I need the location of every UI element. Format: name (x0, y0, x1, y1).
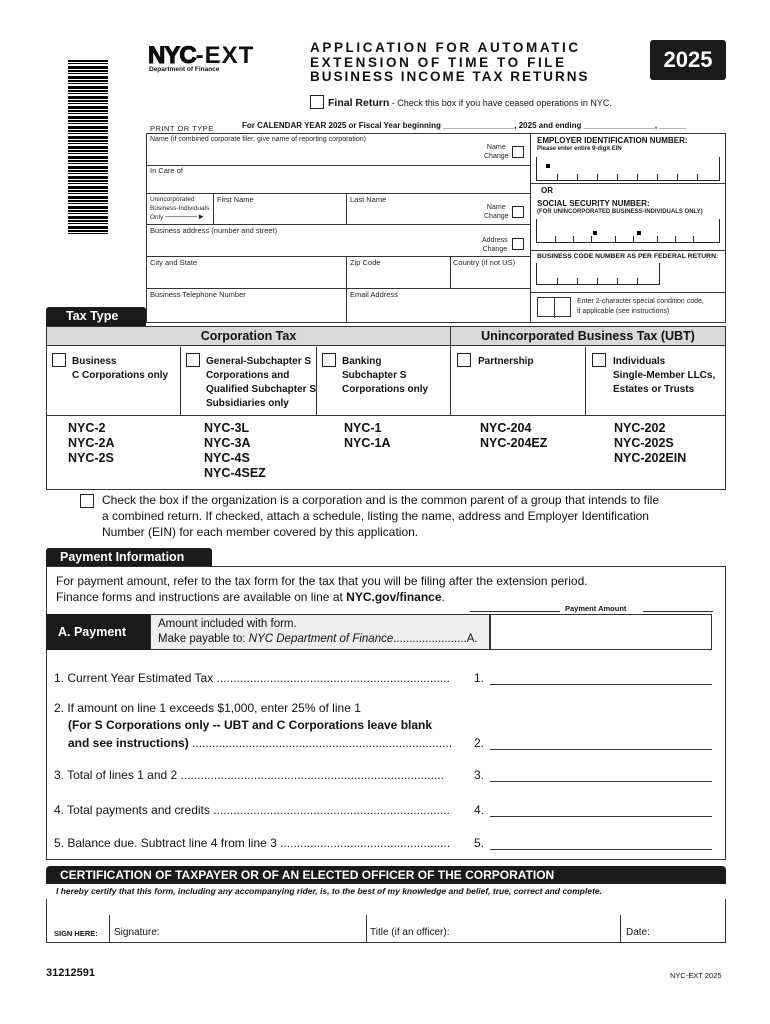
line-3-text: 3. Total of lines 1 and 2 ............................................................................... (54, 768, 444, 782)
line-2-amount[interactable] (490, 749, 712, 750)
form-title-3: BUSINESS INCOME TAX RETURNS (310, 69, 590, 84)
special-code-label: Enter 2-character special condition code, if applicable (see instructions) (577, 298, 704, 315)
final-return-label: Final Return - Check this box if you have ceased operations in NYC. (328, 97, 612, 109)
partnership-checkbox[interactable] (457, 353, 471, 367)
payment-info-tab: Payment Information (46, 548, 212, 566)
country-field[interactable]: Country (if not US) (453, 258, 516, 267)
line-4-num: 4. (474, 803, 485, 817)
combined-return-checkbox[interactable] (80, 494, 94, 508)
combined-return-text: Check the box if the organization is a corporation and is the common parent of a group that intends to file a combined return. If checked, attach a schedule, listing the name, address and Employer Identification Number (EIN) for each member covered by this application. (102, 493, 659, 539)
name-field-label[interactable]: Name (if combined corporate filer, give name of reporting corporation) (150, 136, 366, 143)
col-4-forms: NYC-204 NYC-204EZ (480, 421, 548, 450)
payment-a-text: Amount included with form. Make payable to: NYC Department of Finance.......................A. (158, 618, 478, 645)
certification-header: CERTIFICATION OF TAXPAYER OR OF AN ELECTED OFFICER OF THE CORPORATION (46, 866, 726, 884)
zip-code-field[interactable]: Zip Code (350, 258, 381, 267)
first-name-field[interactable]: First Name (217, 195, 254, 204)
name-change-checkbox[interactable] (512, 146, 524, 158)
name-change-label-2: Name Change (484, 204, 509, 220)
print-or-type: PRINT OR TYPE (150, 124, 214, 133)
city-state-field[interactable]: City and State (150, 258, 198, 267)
form-title-1: APPLICATION FOR AUTOMATIC (310, 40, 581, 55)
special-code-input[interactable] (537, 297, 571, 317)
col-3-label: Banking Subchapter S Corporations only (342, 356, 429, 395)
ein-input[interactable] (536, 157, 720, 181)
line-5-num: 5. (474, 836, 485, 850)
col-3-forms: NYC-1 NYC-1A (344, 421, 391, 450)
ein-label: EMPLOYER IDENTIFICATION NUMBER: (537, 136, 688, 145)
address-change-checkbox[interactable] (512, 238, 524, 250)
line-2-sub-2: and see instructions) .............................................................................. (68, 736, 453, 750)
line-3-num: 3. (474, 768, 485, 782)
phone-field[interactable]: Business Telephone Number (150, 290, 246, 299)
form-title-2: EXTENSION OF TIME TO FILE (310, 55, 567, 70)
barcode (68, 60, 108, 236)
line-2-num: 2. (474, 736, 485, 750)
payment-intro-2: Finance forms and instructions are available on line at NYC.gov/finance. (56, 590, 445, 604)
col-2-forms: NYC-3L NYC-3A NYC-4S NYC-4SEZ (204, 421, 266, 480)
col-4-label: Partnership (478, 356, 534, 367)
name-change-checkbox-2[interactable] (512, 206, 524, 218)
calendar-year-line[interactable]: For CALENDAR YEAR 2025 or Fiscal Year beginning ________________, 2025 and ending ________________, ______ (242, 121, 686, 130)
signature-field[interactable]: Signature: (114, 927, 160, 938)
certification-text: I hereby certify that this form, including any accompanying rider, is, to the best of my knowledge and belief, true, correct and complete. (56, 886, 603, 896)
line-5-amount[interactable] (490, 849, 712, 850)
individuals-checkbox[interactable] (592, 353, 606, 367)
address-change-label: Address Change (482, 237, 508, 253)
ssn-hint: (FOR UNINCORPORATED BUSINESS-INDIVIDUALS ONLY) (537, 209, 703, 215)
col-1-label: Business C Corporations only (72, 356, 169, 381)
col-1-forms: NYC-2 NYC-2A NYC-2S (68, 421, 115, 465)
in-care-of-field[interactable]: In Care of (150, 166, 183, 175)
line-1-num: 1. (474, 671, 485, 685)
line-2-sub: (For S Corporations only -- UBT and C Corporations leave blank (68, 718, 433, 732)
nyc-logo: NYC-EXT (148, 42, 255, 69)
line-1-text: 1. Current Year Estimated Tax ...................................................................... (54, 671, 450, 685)
name-change-label: Name Change (484, 144, 509, 160)
line-4-text: 4. Total payments and credits ....................................................................... (54, 803, 450, 817)
year-badge (650, 40, 726, 80)
payment-amount-header: Payment Amount (565, 604, 627, 613)
payment-intro-1: For payment amount, refer to the tax form for the tax that you will be filing after the extension period. (56, 574, 588, 588)
line-2-text: 2. If amount on line 1 exceeds $1,000, enter 25% of line 1 (54, 701, 361, 715)
date-field[interactable]: Date: (626, 927, 650, 938)
business-address-field[interactable]: Business address (number and street) (150, 226, 278, 235)
sign-here-label: SIGN HERE: (54, 929, 98, 938)
col-5-label: Individuals Single-Member LLCs, Estates or Trusts (613, 356, 716, 395)
business-code-input[interactable] (536, 263, 660, 285)
ein-hint: Please enter entire 9-digit EIN (537, 146, 622, 152)
ubt-header: Unincorporated Business Tax (UBT) (451, 327, 725, 346)
ssn-input[interactable] (536, 219, 720, 243)
payment-a-amount[interactable] (490, 614, 712, 650)
col-5-forms: NYC-202 NYC-202S NYC-202EIN (614, 421, 687, 465)
footer-form: NYC-EXT 2025 (670, 971, 722, 980)
line-3-amount[interactable] (490, 781, 712, 782)
tax-type-tab: Tax Type (46, 307, 146, 326)
business-code-label: BUSINESS CODE NUMBER AS PER FEDERAL RETURN: (537, 253, 719, 260)
logo-subtitle: Department of Finance (149, 66, 220, 73)
ssn-label: SOCIAL SECURITY NUMBER: (537, 199, 650, 208)
nyc-gov-link[interactable]: NYC.gov/finance (346, 590, 442, 604)
title-field[interactable]: Title (if an officer): (370, 927, 450, 938)
line-1-amount[interactable] (490, 684, 712, 685)
final-return-checkbox[interactable] (310, 95, 324, 109)
arrow-right-icon: ————► (165, 212, 206, 221)
business-c-corp-checkbox[interactable] (52, 353, 66, 367)
last-name-field[interactable]: Last Name (350, 195, 387, 204)
email-field[interactable]: Email Address (350, 290, 398, 299)
col-2-label: General-Subchapter S Corporations and Qualified Subchapter S Subsidiaries only (206, 356, 317, 409)
footer-code: 31212591 (46, 967, 95, 979)
line-5-text: 5. Balance due. Subtract line 4 from line 3 ................................................... (54, 836, 451, 850)
or-label: OR (541, 186, 553, 195)
year-text: 2025 (663, 47, 713, 72)
banking-checkbox[interactable] (322, 353, 336, 367)
payment-a-label: A. Payment (46, 614, 150, 650)
unincorporated-label: Unincorporated Business-Individuals Only ————► (150, 196, 210, 221)
corp-header: Corporation Tax (47, 327, 450, 346)
subchapter-s-checkbox[interactable] (186, 353, 200, 367)
line-4-amount[interactable] (490, 816, 712, 817)
